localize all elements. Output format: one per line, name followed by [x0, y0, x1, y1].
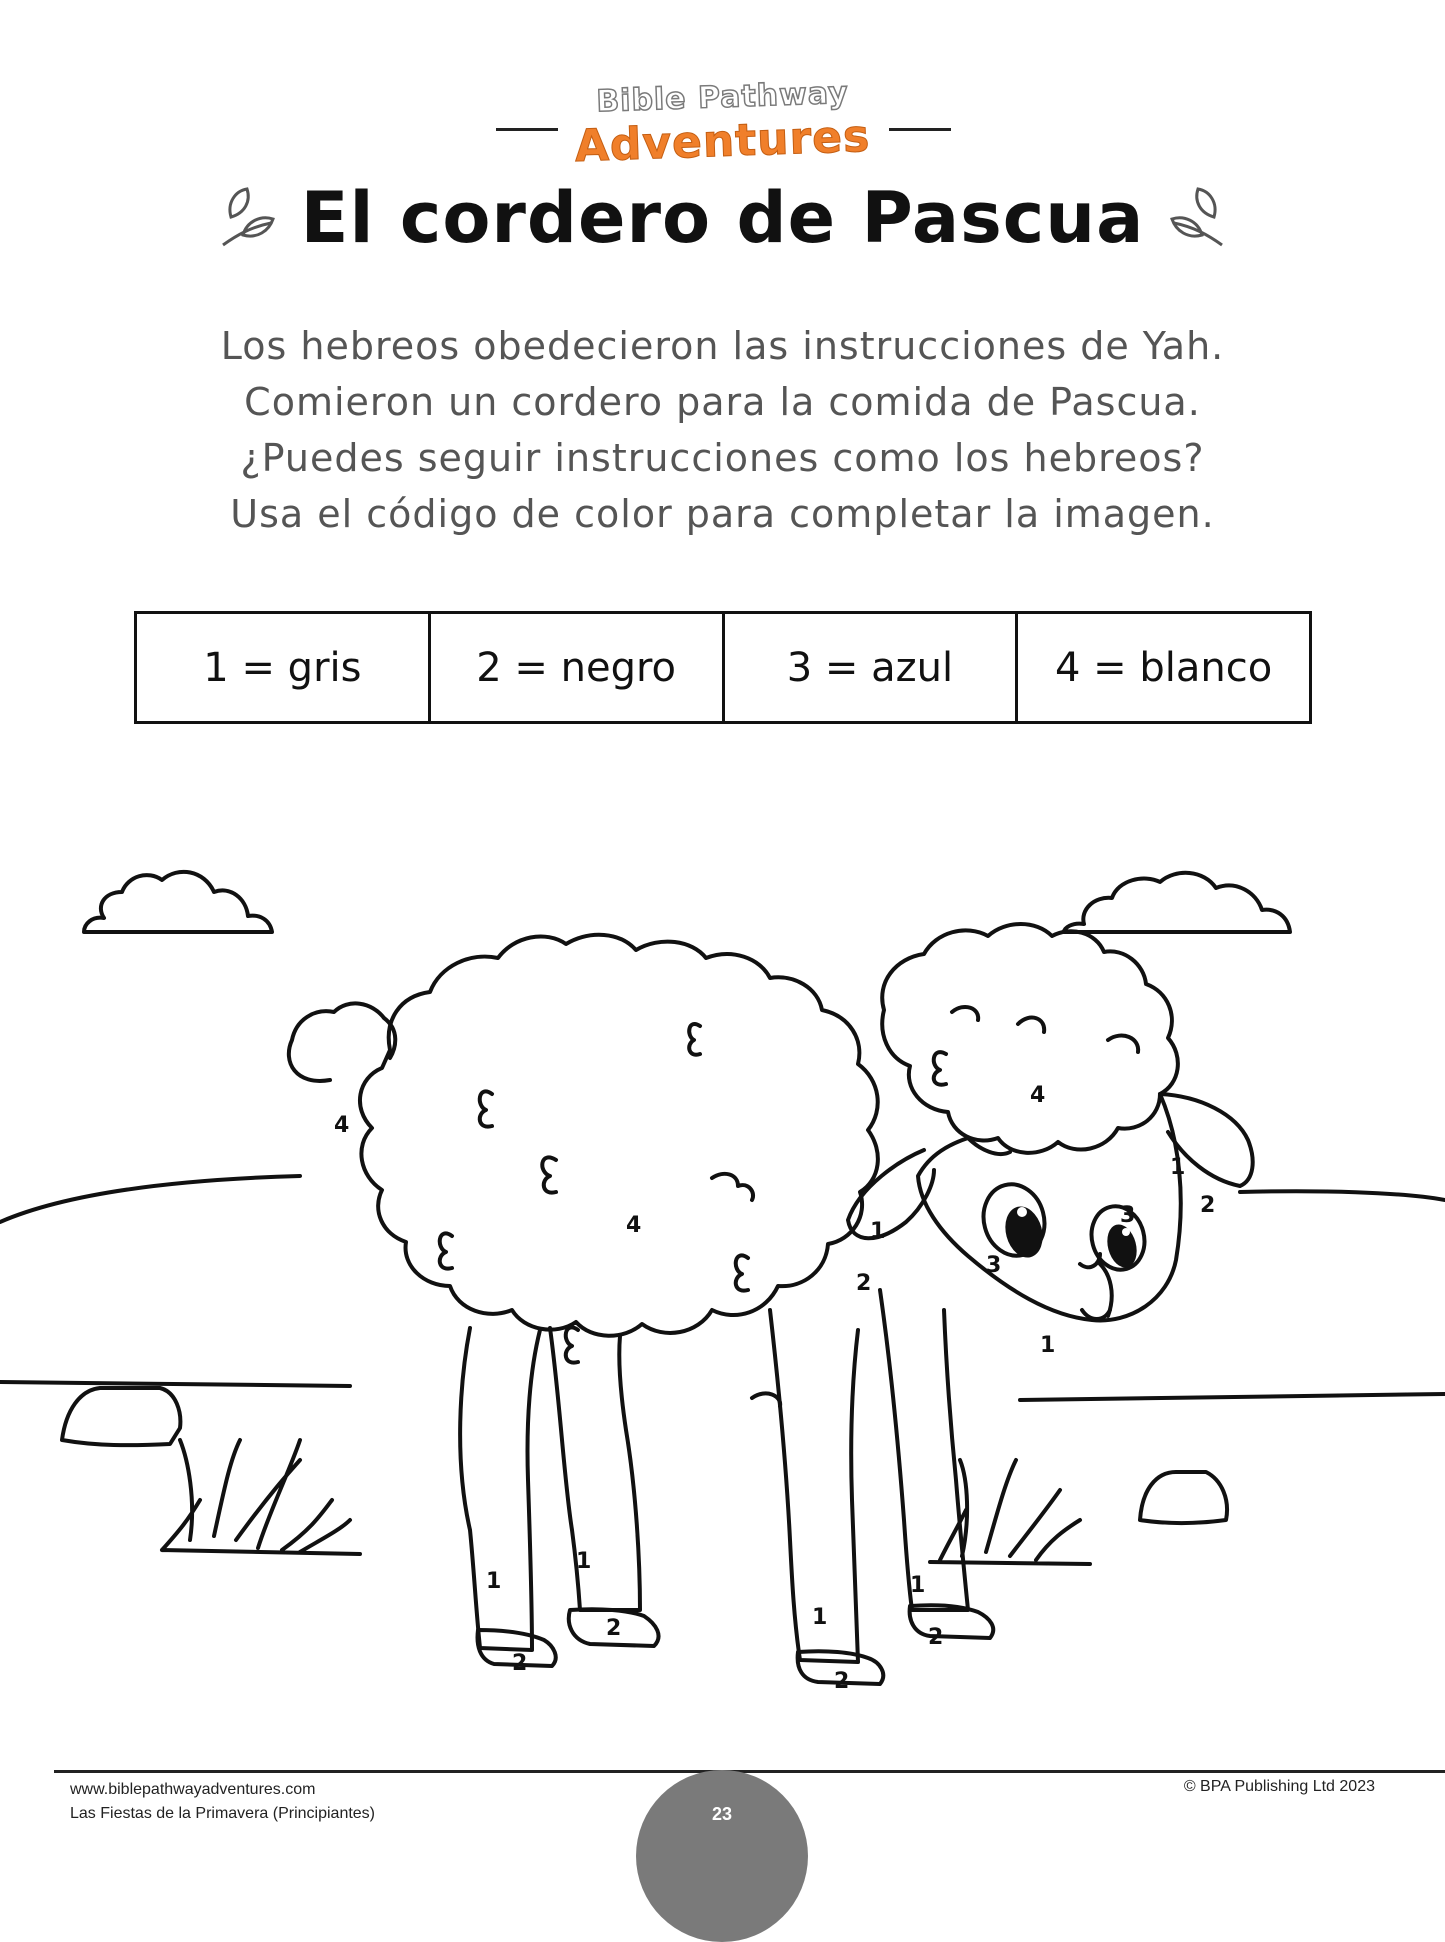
number-label: 4 — [334, 1113, 350, 1138]
color-key-cell: 3 = azul — [725, 614, 1019, 721]
footer-book-title: Las Fiestas de la Primavera (Principiantes) — [70, 1805, 376, 1822]
leaf-left-icon — [217, 183, 279, 253]
hill-left — [0, 1176, 300, 1222]
instruction-line: Los hebreos obedecieron las instrucciones de Yah. — [220, 324, 1225, 368]
logo-line-1: Bible Pathway — [595, 75, 850, 120]
hill-right — [1240, 1191, 1445, 1200]
color-key-table — [134, 611, 1312, 724]
wool-curl — [480, 1091, 492, 1126]
rock-right — [1140, 1472, 1227, 1523]
footer-left — [70, 1778, 375, 1826]
sheep-leg-1 — [460, 1328, 540, 1650]
wool-curl — [934, 1052, 946, 1085]
page-number-badge — [636, 1770, 808, 1942]
number-label: 1 — [910, 1573, 926, 1598]
footer-copyright: © BPA Publishing Ltd 2023 — [1183, 1778, 1375, 1795]
wool-curl — [1108, 1036, 1138, 1052]
number-label: 1 — [576, 1549, 592, 1574]
wool-curl — [440, 1233, 452, 1268]
ground-line-left — [0, 1382, 350, 1386]
footer-rule — [54, 1770, 1445, 1773]
number-label: 3 — [986, 1253, 1002, 1278]
number-label: 1 — [1170, 1155, 1186, 1180]
number-label: 1 — [486, 1569, 502, 1594]
wool-curl — [689, 1024, 700, 1055]
cloud-right — [1064, 873, 1290, 932]
number-label: 4 — [1030, 1083, 1046, 1108]
sheep-leg-2 — [550, 1328, 640, 1610]
wool-curl — [952, 1007, 978, 1020]
instruction-line: Usa el código de color para completar la imagen. — [230, 492, 1215, 536]
cloud-left — [84, 872, 272, 932]
rock-left — [62, 1388, 180, 1445]
number-label: 1 — [812, 1605, 828, 1630]
number-label: 1 — [870, 1219, 886, 1244]
color-key-cell: 4 = blanco — [1055, 644, 1273, 691]
number-label: 2 — [928, 1625, 944, 1650]
ground-line-right — [1020, 1394, 1445, 1400]
number-label: 1 — [1040, 1333, 1056, 1358]
wool-curl — [752, 1393, 780, 1406]
wool-curl — [712, 1174, 753, 1200]
page-number: 23 — [711, 1804, 733, 1824]
instruction-line: ¿Puedes seguir instrucciones como los hebreos? — [240, 436, 1205, 480]
wool-curl — [566, 1327, 578, 1362]
wool-curl — [1018, 1018, 1044, 1032]
footer-website: www.biblepathwayadventures.com — [70, 1781, 316, 1798]
number-label: 2 — [512, 1651, 528, 1676]
leaf-right-icon — [1166, 183, 1228, 253]
wool-curl — [736, 1255, 748, 1290]
number-label: 3 — [1120, 1203, 1136, 1228]
number-label: 2 — [834, 1669, 850, 1694]
sheep-body — [360, 935, 878, 1336]
instructions — [0, 318, 1445, 542]
logo-line-2: Adventures — [573, 110, 872, 173]
title-row — [0, 168, 1445, 268]
number-label: 4 — [626, 1213, 642, 1238]
color-key-cell: 2 = negro — [431, 614, 725, 721]
number-label: 2 — [1200, 1193, 1216, 1218]
sheep-coloring-picture — [0, 840, 1445, 1720]
grass-left — [162, 1440, 360, 1554]
number-label: 2 — [856, 1271, 872, 1296]
color-key-cell: 1 = gris — [137, 614, 431, 721]
sheep-eye-shine-left — [1017, 1207, 1027, 1217]
instruction-line: Comieron un cordero para la comida de Pascua. — [244, 380, 1201, 424]
sheep-eye-shine-right — [1122, 1228, 1130, 1236]
logo — [0, 38, 1445, 173]
number-label: 2 — [606, 1616, 622, 1641]
wool-curl — [542, 1157, 556, 1192]
page-title: El cordero de Pascua — [300, 177, 1145, 259]
